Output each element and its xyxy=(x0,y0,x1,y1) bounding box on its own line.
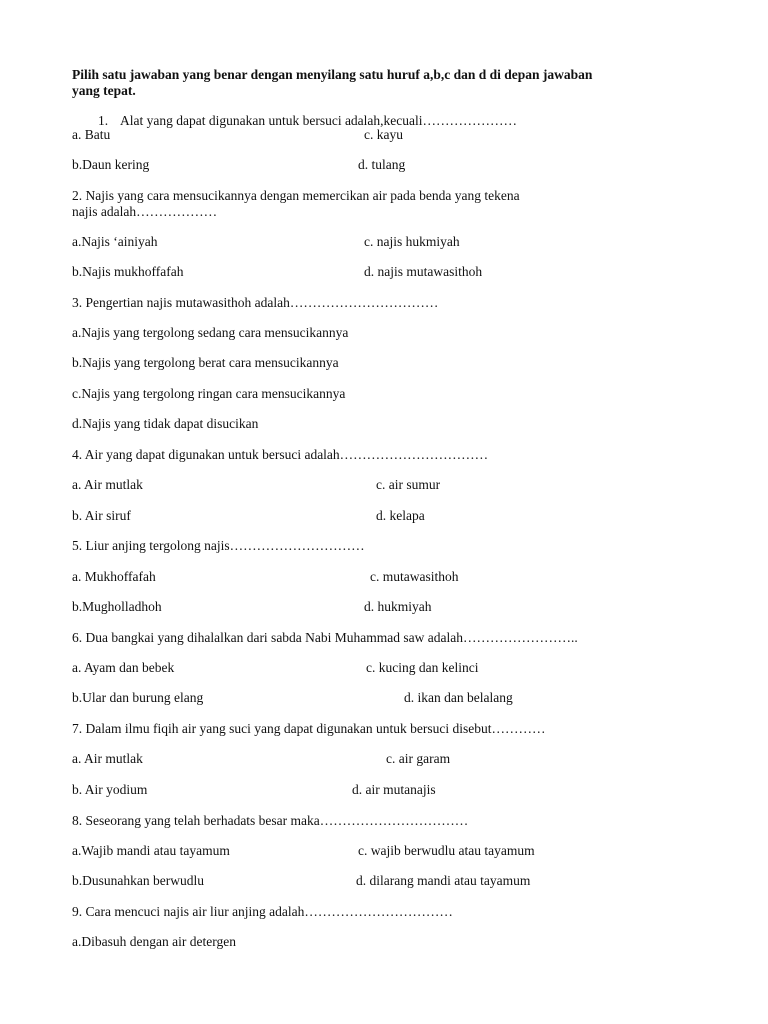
instruction-line-2: yang tepat. xyxy=(72,83,136,98)
question-6-option-a: a. Ayam dan bebek xyxy=(72,660,175,675)
question-3-stem: 3. Pengertian najis mutawasithoh adalah…………………………… xyxy=(72,295,439,310)
question-1-option-d: d. tulang xyxy=(358,157,406,172)
question-5-stem: 5. Liur anjing tergolong najis………………………… xyxy=(72,538,365,553)
question-8-stem: 8. Seseorang yang telah berhadats besar maka…………………………… xyxy=(72,813,469,828)
question-6-option-d: d. ikan dan belalang xyxy=(404,690,513,705)
question-5-option-a: a. Mukhoffafah xyxy=(72,569,156,584)
question-3-option-c: c.Najis yang tergolong ringan cara mensucikannya xyxy=(72,386,346,401)
question-1-option-b: b.Daun kering xyxy=(72,157,150,172)
question-5-option-b: b.Mugholladhoh xyxy=(72,599,162,614)
question-2-stem-line-2: najis adalah……………… xyxy=(72,204,218,219)
question-2-option-b: b.Najis mukhoffafah xyxy=(72,264,184,279)
question-1-number: 1. xyxy=(98,113,109,128)
question-2-option-a: a.Najis ‘ainiyah xyxy=(72,234,158,249)
question-7-option-d: d. air mutanajis xyxy=(352,782,436,797)
question-5-option-c: c. mutawasithoh xyxy=(370,569,459,584)
question-8-option-c: c. wajib berwudlu atau tayamum xyxy=(358,843,535,858)
question-7-option-c: c. air garam xyxy=(386,751,451,766)
question-7-option-b: b. Air yodium xyxy=(72,782,148,797)
question-6-option-b: b.Ular dan burung elang xyxy=(72,690,204,705)
question-8-option-b: b.Dusunahkan berwudlu xyxy=(72,873,204,888)
question-2-option-d: d. najis mutawasithoh xyxy=(364,264,483,279)
question-4-option-b: b. Air siruf xyxy=(72,508,131,523)
question-3-option-d: d.Najis yang tidak dapat disucikan xyxy=(72,416,259,431)
question-4-stem: 4. Air yang dapat digunakan untuk bersuci adalah…………………………… xyxy=(72,447,489,462)
question-9-option-a: a.Dibasuh dengan air detergen xyxy=(72,934,236,949)
question-9-stem: 9. Cara mencuci najis air liur anjing adalah…………………………… xyxy=(72,904,453,919)
question-2-option-c: c. najis hukmiyah xyxy=(364,234,460,249)
question-3-option-b: b.Najis yang tergolong berat cara mensucikannya xyxy=(72,355,339,370)
question-8-option-d: d. dilarang mandi atau tayamum xyxy=(356,873,531,888)
question-6-stem: 6. Dua bangkai yang dihalalkan dari sabda Nabi Muhammad saw adalah…………………….. xyxy=(72,630,578,645)
question-4-option-a: a. Air mutlak xyxy=(72,477,143,492)
question-5-option-d: d. hukmiyah xyxy=(364,599,432,614)
question-2-stem-line-1: 2. Najis yang cara mensucikannya dengan memercikan air pada benda yang tekena xyxy=(72,188,520,203)
question-3-option-a: a.Najis yang tergolong sedang cara mensucikannya xyxy=(72,325,349,340)
question-4-option-c: c. air sumur xyxy=(376,477,441,492)
question-7-option-a: a. Air mutlak xyxy=(72,751,143,766)
question-7-stem: 7. Dalam ilmu fiqih air yang suci yang dapat digunakan untuk bersuci disebut………… xyxy=(72,721,546,736)
question-8-option-a: a.Wajib mandi atau tayamum xyxy=(72,843,230,858)
question-1-stem: Alat yang dapat digunakan untuk bersuci adalah,kecuali………………… xyxy=(120,113,518,128)
instruction-line-1: Pilih satu jawaban yang benar dengan menyilang satu huruf a,b,c dan d di depan jawaban xyxy=(72,67,593,82)
question-1-option-a: a. Batu xyxy=(72,127,111,142)
question-4-option-d: d. kelapa xyxy=(376,508,425,523)
question-6-option-c: c. kucing dan kelinci xyxy=(366,660,479,675)
question-1-option-c: c. kayu xyxy=(364,127,403,142)
